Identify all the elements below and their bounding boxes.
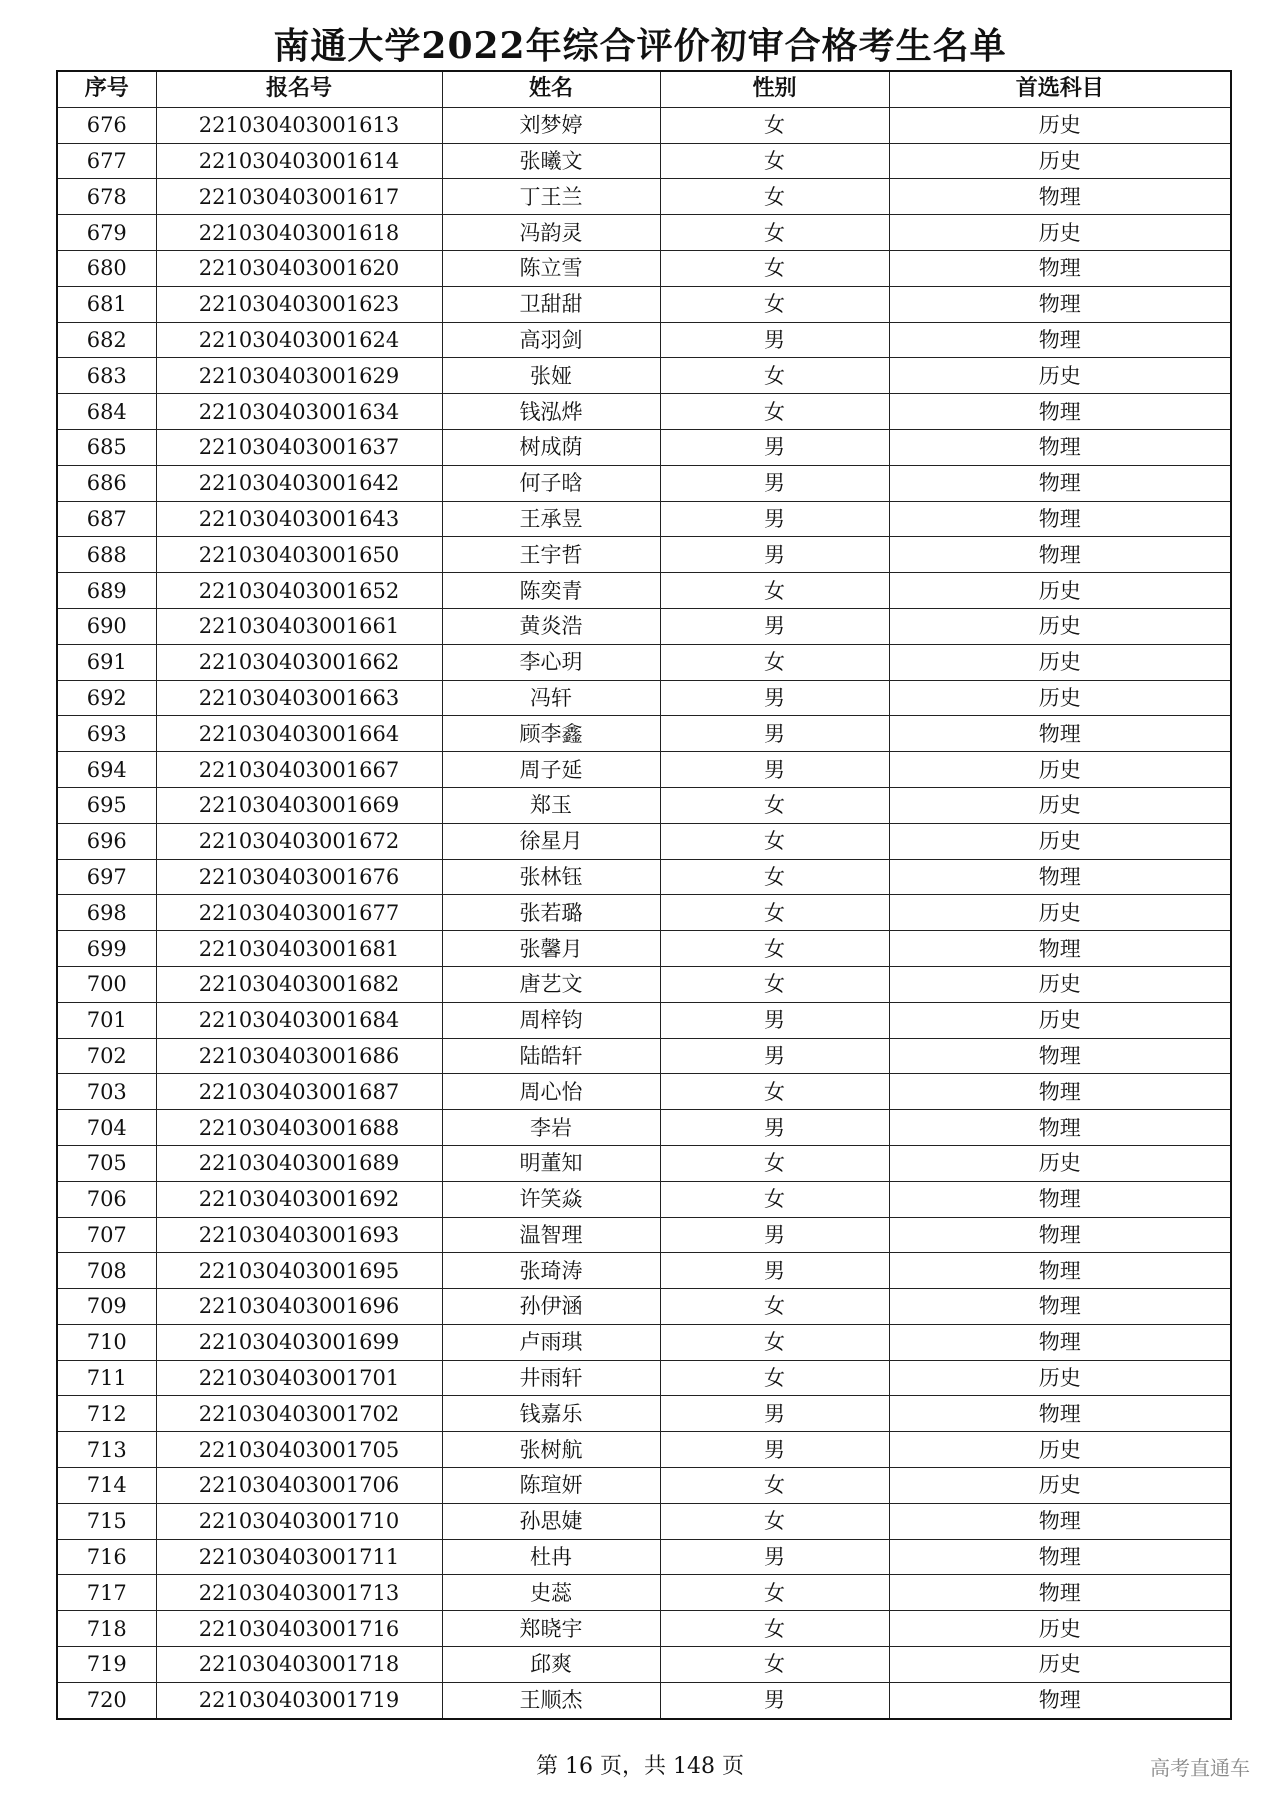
table-row	[57, 1611, 1231, 1647]
cell-first-subject: 物理	[889, 1074, 1231, 1110]
cell-name: 张琦涛	[442, 1253, 660, 1289]
table-row	[57, 1503, 1231, 1539]
cell-gender: 女	[660, 1360, 889, 1396]
cell-index: 682	[57, 322, 156, 358]
cell-index: 714	[57, 1468, 156, 1504]
cell-index: 691	[57, 644, 156, 680]
cell-gender: 女	[660, 823, 889, 859]
cell-first-subject: 物理	[889, 250, 1231, 286]
table-row	[57, 179, 1231, 215]
cell-gender: 女	[660, 286, 889, 322]
cell-index: 718	[57, 1611, 156, 1647]
cell-registration-number: 221030403001692	[156, 1181, 442, 1217]
cell-registration-number: 221030403001614	[156, 143, 442, 179]
column-header-registration-number: 报名号	[156, 71, 442, 107]
cell-index: 694	[57, 752, 156, 788]
cell-name: 郑晓宇	[442, 1611, 660, 1647]
cell-registration-number: 221030403001624	[156, 322, 442, 358]
cell-index: 689	[57, 573, 156, 609]
cell-first-subject: 物理	[889, 501, 1231, 537]
candidate-table	[56, 70, 1232, 1720]
table-row	[57, 680, 1231, 716]
cell-first-subject: 历史	[889, 1145, 1231, 1181]
cell-first-subject: 物理	[889, 1110, 1231, 1146]
cell-registration-number: 221030403001623	[156, 286, 442, 322]
cell-name: 冯轩	[442, 680, 660, 716]
table-row	[57, 537, 1231, 573]
cell-registration-number: 221030403001719	[156, 1682, 442, 1718]
cell-index: 687	[57, 501, 156, 537]
cell-name: 许笑焱	[442, 1181, 660, 1217]
table-row	[57, 1432, 1231, 1468]
cell-first-subject: 历史	[889, 1360, 1231, 1396]
cell-registration-number: 221030403001706	[156, 1468, 442, 1504]
cell-index: 684	[57, 394, 156, 430]
cell-index: 704	[57, 1110, 156, 1146]
cell-registration-number: 221030403001663	[156, 680, 442, 716]
cell-index: 697	[57, 859, 156, 895]
cell-gender: 女	[660, 215, 889, 251]
cell-registration-number: 221030403001618	[156, 215, 442, 251]
cell-index: 709	[57, 1289, 156, 1325]
cell-registration-number: 221030403001617	[156, 179, 442, 215]
cell-name: 周梓钧	[442, 1002, 660, 1038]
cell-name: 徐星月	[442, 823, 660, 859]
cell-name: 钱嘉乐	[442, 1396, 660, 1432]
cell-gender: 女	[660, 394, 889, 430]
cell-registration-number: 221030403001620	[156, 250, 442, 286]
cell-gender: 男	[660, 1217, 889, 1253]
cell-index: 720	[57, 1682, 156, 1718]
column-header-index: 序号	[57, 71, 156, 107]
cell-first-subject: 历史	[889, 895, 1231, 931]
cell-first-subject: 物理	[889, 1253, 1231, 1289]
cell-name: 王顺杰	[442, 1682, 660, 1718]
cell-name: 孙伊涵	[442, 1289, 660, 1325]
cell-registration-number: 221030403001661	[156, 608, 442, 644]
cell-name: 李岩	[442, 1110, 660, 1146]
cell-gender: 女	[660, 1289, 889, 1325]
cell-registration-number: 221030403001637	[156, 429, 442, 465]
cell-index: 680	[57, 250, 156, 286]
cell-registration-number: 221030403001689	[156, 1145, 442, 1181]
cell-first-subject: 历史	[889, 143, 1231, 179]
cell-gender: 女	[660, 143, 889, 179]
cell-name: 何子晗	[442, 465, 660, 501]
cell-registration-number: 221030403001687	[156, 1074, 442, 1110]
cell-name: 高羽剑	[442, 322, 660, 358]
cell-first-subject: 物理	[889, 716, 1231, 752]
table-row	[57, 501, 1231, 537]
cell-first-subject: 物理	[889, 1682, 1231, 1718]
cell-gender: 女	[660, 1575, 889, 1611]
table-row	[57, 358, 1231, 394]
cell-first-subject: 物理	[889, 394, 1231, 430]
cell-first-subject: 历史	[889, 1432, 1231, 1468]
table-row	[57, 465, 1231, 501]
cell-registration-number: 221030403001699	[156, 1324, 442, 1360]
cell-index: 708	[57, 1253, 156, 1289]
cell-first-subject: 历史	[889, 752, 1231, 788]
cell-registration-number: 221030403001652	[156, 573, 442, 609]
cell-first-subject: 物理	[889, 1038, 1231, 1074]
cell-index: 707	[57, 1217, 156, 1253]
cell-gender: 男	[660, 680, 889, 716]
table-row	[57, 1217, 1231, 1253]
cell-name: 井雨轩	[442, 1360, 660, 1396]
cell-index: 683	[57, 358, 156, 394]
cell-index: 692	[57, 680, 156, 716]
table-row	[57, 752, 1231, 788]
cell-registration-number: 221030403001693	[156, 1217, 442, 1253]
cell-index: 678	[57, 179, 156, 215]
table-row	[57, 1647, 1231, 1683]
cell-name: 王承昱	[442, 501, 660, 537]
cell-first-subject: 物理	[889, 179, 1231, 215]
cell-index: 701	[57, 1002, 156, 1038]
table-row	[57, 322, 1231, 358]
cell-registration-number: 221030403001634	[156, 394, 442, 430]
table-row	[57, 1468, 1231, 1504]
cell-registration-number: 221030403001696	[156, 1289, 442, 1325]
cell-registration-number: 221030403001716	[156, 1611, 442, 1647]
cell-name: 陈立雪	[442, 250, 660, 286]
cell-gender: 女	[660, 1324, 889, 1360]
cell-index: 676	[57, 107, 156, 143]
cell-first-subject: 历史	[889, 608, 1231, 644]
cell-name: 钱泓烨	[442, 394, 660, 430]
cell-first-subject: 历史	[889, 1002, 1231, 1038]
column-header-first-subject: 首选科目	[889, 71, 1231, 107]
cell-gender: 女	[660, 1074, 889, 1110]
table-row	[57, 1145, 1231, 1181]
cell-index: 710	[57, 1324, 156, 1360]
cell-name: 张馨月	[442, 931, 660, 967]
cell-gender: 男	[660, 716, 889, 752]
cell-registration-number: 221030403001613	[156, 107, 442, 143]
cell-gender: 男	[660, 322, 889, 358]
table-row	[57, 1181, 1231, 1217]
cell-name: 唐艺文	[442, 966, 660, 1002]
cell-first-subject: 历史	[889, 823, 1231, 859]
cell-name: 李心玥	[442, 644, 660, 680]
cell-index: 700	[57, 966, 156, 1002]
cell-gender: 男	[660, 501, 889, 537]
cell-first-subject: 历史	[889, 1611, 1231, 1647]
cell-registration-number: 221030403001701	[156, 1360, 442, 1396]
cell-index: 690	[57, 608, 156, 644]
cell-registration-number: 221030403001688	[156, 1110, 442, 1146]
cell-first-subject: 物理	[889, 429, 1231, 465]
cell-registration-number: 221030403001650	[156, 537, 442, 573]
table-row	[57, 143, 1231, 179]
cell-first-subject: 物理	[889, 1289, 1231, 1325]
cell-index: 681	[57, 286, 156, 322]
table-row	[57, 107, 1231, 143]
table-row	[57, 1074, 1231, 1110]
cell-index: 712	[57, 1396, 156, 1432]
cell-name: 张娅	[442, 358, 660, 394]
table-row	[57, 286, 1231, 322]
table-header-row	[57, 71, 1231, 107]
cell-first-subject: 物理	[889, 1324, 1231, 1360]
cell-registration-number: 221030403001711	[156, 1539, 442, 1575]
cell-first-subject: 物理	[889, 286, 1231, 322]
cell-gender: 女	[660, 1647, 889, 1683]
cell-gender: 男	[660, 1396, 889, 1432]
cell-registration-number: 221030403001677	[156, 895, 442, 931]
table-row	[57, 1575, 1231, 1611]
cell-name: 顾李鑫	[442, 716, 660, 752]
table-row	[57, 1682, 1231, 1718]
column-header-name: 姓名	[442, 71, 660, 107]
cell-first-subject: 物理	[889, 1217, 1231, 1253]
cell-name: 周心怡	[442, 1074, 660, 1110]
cell-registration-number: 221030403001662	[156, 644, 442, 680]
cell-first-subject: 历史	[889, 358, 1231, 394]
table-row	[57, 1002, 1231, 1038]
table-row	[57, 1324, 1231, 1360]
cell-registration-number: 221030403001667	[156, 752, 442, 788]
table-body	[57, 107, 1231, 1718]
cell-index: 698	[57, 895, 156, 931]
cell-index: 686	[57, 465, 156, 501]
cell-gender: 女	[660, 644, 889, 680]
cell-gender: 女	[660, 966, 889, 1002]
cell-index: 679	[57, 215, 156, 251]
cell-index: 685	[57, 429, 156, 465]
cell-name: 邱爽	[442, 1647, 660, 1683]
cell-index: 711	[57, 1360, 156, 1396]
cell-gender: 女	[660, 895, 889, 931]
cell-name: 陈奕青	[442, 573, 660, 609]
table-row	[57, 608, 1231, 644]
cell-name: 孙思婕	[442, 1503, 660, 1539]
cell-first-subject: 物理	[889, 931, 1231, 967]
cell-registration-number: 221030403001682	[156, 966, 442, 1002]
cell-first-subject: 历史	[889, 680, 1231, 716]
cell-name: 卫甜甜	[442, 286, 660, 322]
table-row	[57, 1110, 1231, 1146]
table-row	[57, 1360, 1231, 1396]
cell-registration-number: 221030403001664	[156, 716, 442, 752]
cell-registration-number: 221030403001643	[156, 501, 442, 537]
cell-first-subject: 物理	[889, 465, 1231, 501]
table-row	[57, 787, 1231, 823]
table-row	[57, 931, 1231, 967]
cell-gender: 女	[660, 179, 889, 215]
table-row	[57, 1539, 1231, 1575]
cell-name: 张树航	[442, 1432, 660, 1468]
cell-index: 719	[57, 1647, 156, 1683]
table-row	[57, 1038, 1231, 1074]
cell-gender: 女	[660, 787, 889, 823]
table-row	[57, 966, 1231, 1002]
cell-first-subject: 物理	[889, 1503, 1231, 1539]
cell-first-subject: 历史	[889, 1468, 1231, 1504]
cell-gender: 男	[660, 1110, 889, 1146]
cell-gender: 男	[660, 1432, 889, 1468]
cell-first-subject: 历史	[889, 644, 1231, 680]
cell-gender: 女	[660, 573, 889, 609]
table-row	[57, 1289, 1231, 1325]
table-row	[57, 1253, 1231, 1289]
cell-registration-number: 221030403001713	[156, 1575, 442, 1611]
table-row	[57, 394, 1231, 430]
cell-gender: 男	[660, 608, 889, 644]
cell-gender: 女	[660, 1145, 889, 1181]
cell-registration-number: 221030403001710	[156, 1503, 442, 1539]
cell-index: 703	[57, 1074, 156, 1110]
cell-name: 黄炎浩	[442, 608, 660, 644]
cell-first-subject: 物理	[889, 537, 1231, 573]
cell-first-subject: 物理	[889, 1539, 1231, 1575]
cell-name: 周子延	[442, 752, 660, 788]
cell-name: 丁王兰	[442, 179, 660, 215]
table-row	[57, 573, 1231, 609]
cell-name: 陈瑄妍	[442, 1468, 660, 1504]
cell-name: 杜冉	[442, 1539, 660, 1575]
cell-registration-number: 221030403001718	[156, 1647, 442, 1683]
watermark: 高考直通车	[1150, 1756, 1250, 1780]
cell-gender: 女	[660, 931, 889, 967]
cell-registration-number: 221030403001672	[156, 823, 442, 859]
table-row	[57, 895, 1231, 931]
cell-first-subject: 物理	[889, 322, 1231, 358]
cell-index: 699	[57, 931, 156, 967]
cell-gender: 女	[660, 1468, 889, 1504]
cell-name: 郑玉	[442, 787, 660, 823]
cell-first-subject: 物理	[889, 1181, 1231, 1217]
cell-name: 张曦文	[442, 143, 660, 179]
cell-index: 713	[57, 1432, 156, 1468]
cell-registration-number: 221030403001629	[156, 358, 442, 394]
table-row	[57, 859, 1231, 895]
cell-name: 树成荫	[442, 429, 660, 465]
cell-name: 王宇哲	[442, 537, 660, 573]
cell-name: 陆皓轩	[442, 1038, 660, 1074]
cell-registration-number: 221030403001669	[156, 787, 442, 823]
cell-name: 温智理	[442, 1217, 660, 1253]
cell-gender: 男	[660, 1253, 889, 1289]
cell-first-subject: 物理	[889, 1396, 1231, 1432]
cell-first-subject: 历史	[889, 107, 1231, 143]
cell-index: 716	[57, 1539, 156, 1575]
cell-first-subject: 历史	[889, 573, 1231, 609]
cell-first-subject: 物理	[889, 1575, 1231, 1611]
table-row	[57, 716, 1231, 752]
table-row	[57, 1396, 1231, 1432]
table-row	[57, 644, 1231, 680]
cell-index: 688	[57, 537, 156, 573]
cell-name: 卢雨琪	[442, 1324, 660, 1360]
cell-registration-number: 221030403001695	[156, 1253, 442, 1289]
cell-first-subject: 历史	[889, 1647, 1231, 1683]
table-row	[57, 429, 1231, 465]
cell-index: 706	[57, 1181, 156, 1217]
cell-gender: 女	[660, 107, 889, 143]
cell-registration-number: 221030403001642	[156, 465, 442, 501]
cell-registration-number: 221030403001705	[156, 1432, 442, 1468]
cell-gender: 男	[660, 465, 889, 501]
cell-name: 明董知	[442, 1145, 660, 1181]
cell-index: 693	[57, 716, 156, 752]
cell-name: 刘梦婷	[442, 107, 660, 143]
cell-gender: 女	[660, 1611, 889, 1647]
page-title: 南通大学2022年综合评价初审合格考生名单	[273, 25, 1007, 67]
cell-first-subject: 物理	[889, 859, 1231, 895]
cell-gender: 男	[660, 537, 889, 573]
cell-gender: 女	[660, 358, 889, 394]
page-footer: 第 16 页，共 148 页	[536, 1754, 744, 1779]
cell-index: 677	[57, 143, 156, 179]
cell-registration-number: 221030403001702	[156, 1396, 442, 1432]
cell-index: 705	[57, 1145, 156, 1181]
cell-index: 702	[57, 1038, 156, 1074]
cell-gender: 男	[660, 1682, 889, 1718]
table-row	[57, 215, 1231, 251]
cell-gender: 女	[660, 859, 889, 895]
cell-gender: 男	[660, 429, 889, 465]
cell-registration-number: 221030403001684	[156, 1002, 442, 1038]
cell-index: 696	[57, 823, 156, 859]
cell-first-subject: 历史	[889, 215, 1231, 251]
cell-gender: 男	[660, 1539, 889, 1575]
cell-first-subject: 历史	[889, 787, 1231, 823]
column-header-gender: 性别	[660, 71, 889, 107]
cell-name: 史蕊	[442, 1575, 660, 1611]
cell-name: 张若璐	[442, 895, 660, 931]
cell-index: 717	[57, 1575, 156, 1611]
cell-gender: 男	[660, 1002, 889, 1038]
cell-first-subject: 历史	[889, 966, 1231, 1002]
cell-gender: 男	[660, 752, 889, 788]
cell-index: 695	[57, 787, 156, 823]
table-row	[57, 823, 1231, 859]
cell-gender: 女	[660, 1503, 889, 1539]
cell-registration-number: 221030403001676	[156, 859, 442, 895]
cell-name: 冯韵灵	[442, 215, 660, 251]
table-row	[57, 250, 1231, 286]
cell-registration-number: 221030403001681	[156, 931, 442, 967]
cell-registration-number: 221030403001686	[156, 1038, 442, 1074]
cell-gender: 女	[660, 250, 889, 286]
cell-name: 张林钰	[442, 859, 660, 895]
cell-gender: 女	[660, 1181, 889, 1217]
cell-index: 715	[57, 1503, 156, 1539]
cell-gender: 男	[660, 1038, 889, 1074]
